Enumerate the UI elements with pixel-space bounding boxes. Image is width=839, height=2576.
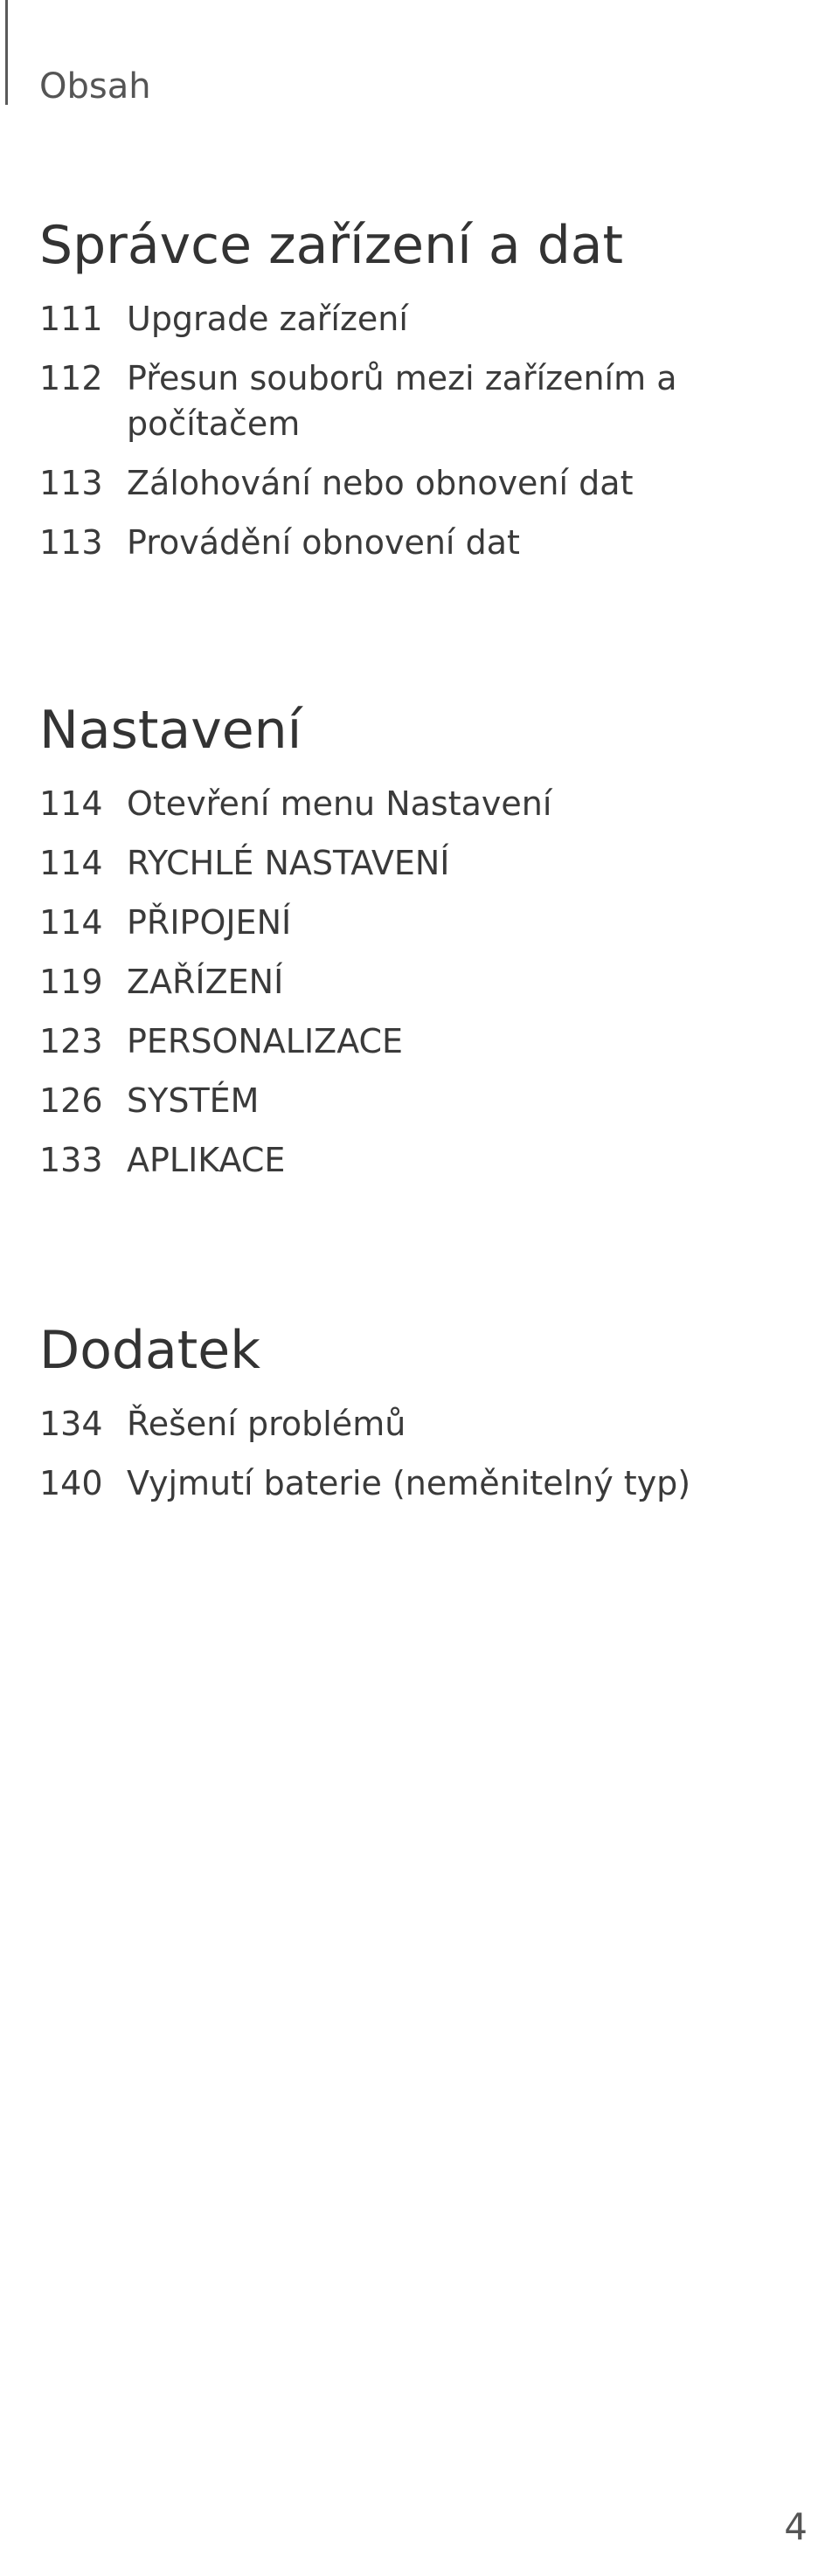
toc-list: [39, 1401, 791, 1506]
toc-entry-title: Zálohování nebo obnovení dat: [127, 464, 634, 502]
toc-entry-page: 126: [39, 1081, 103, 1120]
header-rule: [5, 0, 8, 105]
page-number: 4: [784, 2505, 808, 2548]
toc-entry-page: 111: [39, 300, 103, 338]
toc-entry-page: 113: [39, 523, 103, 562]
section-title: Nastavení: [39, 700, 302, 761]
toc-entry-page: 133: [39, 1141, 103, 1179]
toc-entry-title: PŘIPOJENÍ: [127, 903, 292, 942]
toc-section-appendix: [39, 1319, 791, 1520]
toc-entry[interactable]: [39, 460, 791, 506]
toc-entry-title: Vyjmutí baterie (neměnitelný typ): [127, 1464, 691, 1502]
toc-section-settings: [39, 699, 791, 1197]
toc-entry-page: 134: [39, 1405, 103, 1443]
toc-entry-title: RYCHLÉ NASTAVENÍ: [127, 844, 450, 882]
toc-entry[interactable]: [39, 1078, 791, 1123]
toc-entry-title: SYSTÉM: [127, 1081, 260, 1120]
toc-entry-title: ZAŘÍZENÍ: [127, 963, 284, 1001]
toc-section-device-data: [39, 214, 791, 579]
toc-entry[interactable]: [39, 900, 791, 945]
section-title: Správce zařízení a dat: [39, 215, 624, 276]
toc-entry[interactable]: [39, 840, 791, 886]
toc-entry-title: Upgrade zařízení: [127, 300, 408, 338]
toc-entry-title: PERSONALIZACE: [127, 1022, 404, 1060]
toc-entry-page: 112: [39, 359, 103, 397]
toc-entry-title: APLIKACE: [127, 1141, 286, 1179]
toc-entry[interactable]: [39, 781, 791, 826]
toc-entry[interactable]: [39, 959, 791, 1005]
toc-entry[interactable]: [39, 1019, 791, 1064]
toc-entry-title: Provádění obnovení dat: [127, 523, 520, 562]
toc-entry[interactable]: [39, 296, 791, 342]
toc-entry-title: Otevření menu Nastavení: [127, 784, 552, 823]
toc-entry-title: Přesun souborů mezi zařízením a počítačem: [127, 359, 677, 443]
toc-list: [39, 296, 791, 565]
toc-entry-title: Řešení problémů: [127, 1405, 406, 1443]
toc-entry-page: 114: [39, 903, 103, 942]
toc-entry[interactable]: [39, 1401, 791, 1447]
toc-list: [39, 781, 791, 1183]
toc-entry[interactable]: [39, 356, 791, 446]
toc-entry-page: 119: [39, 963, 103, 1001]
toc-entry[interactable]: [39, 520, 791, 565]
toc-entry[interactable]: [39, 1137, 791, 1183]
toc-entry[interactable]: [39, 1461, 791, 1506]
toc-entry-page: 140: [39, 1464, 103, 1502]
section-title: Dodatek: [39, 1320, 260, 1381]
toc-entry-page: 123: [39, 1022, 103, 1060]
page-header-title: Obsah: [39, 66, 151, 107]
toc-entry-page: 114: [39, 784, 103, 823]
toc-entry-page: 113: [39, 464, 103, 502]
toc-entry-page: 114: [39, 844, 103, 882]
